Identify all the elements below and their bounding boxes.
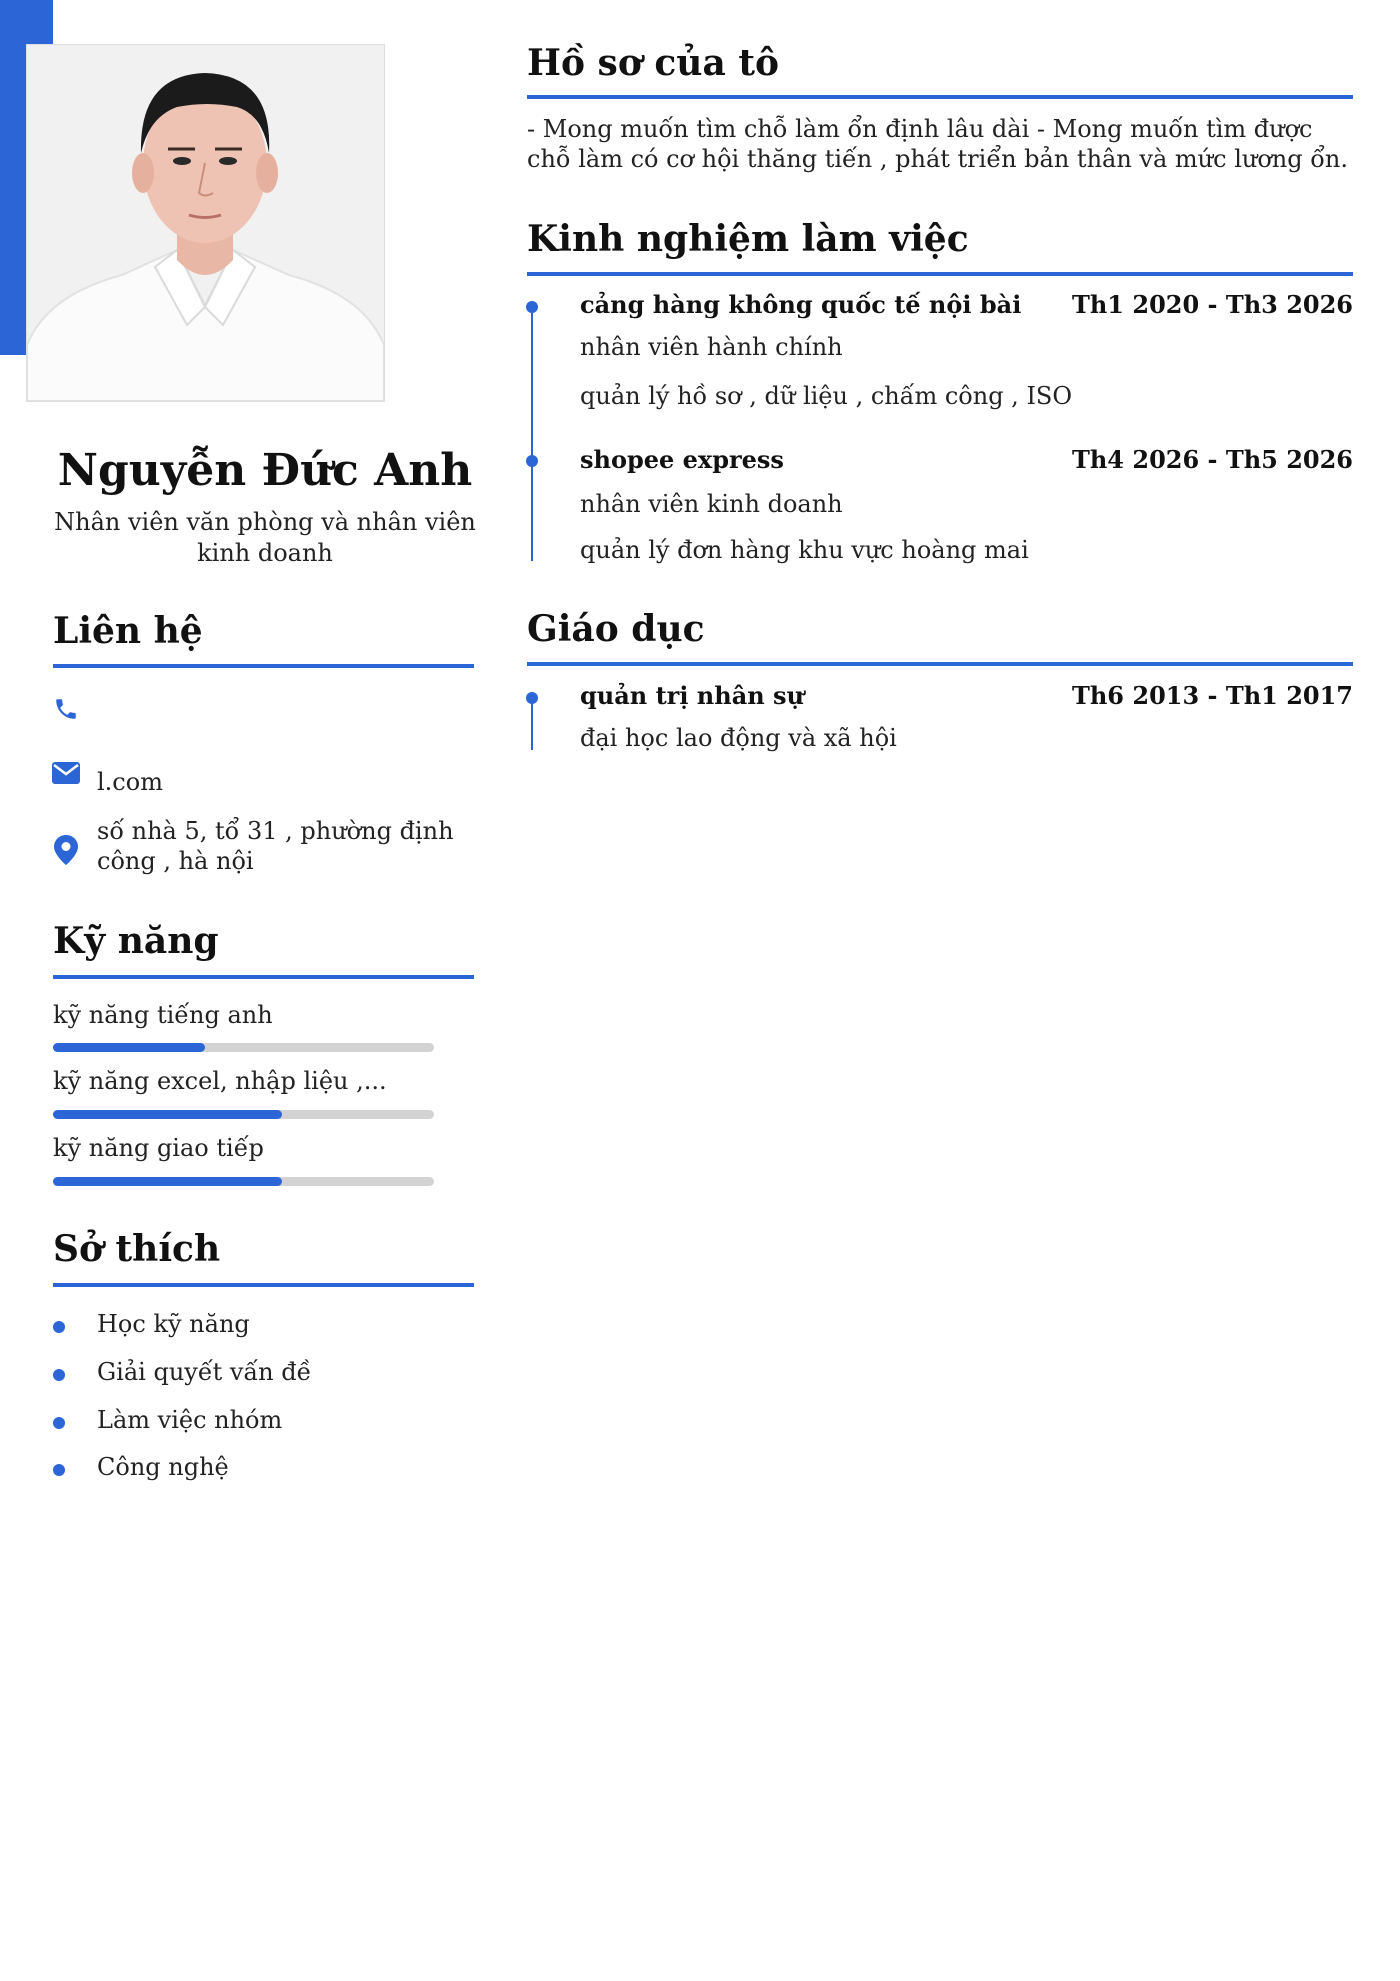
timeline-dot: [526, 301, 538, 313]
experience-role: nhân viên hành chính: [580, 333, 843, 361]
profile-photo: [26, 44, 385, 402]
bullet-dot: [53, 1417, 65, 1429]
experience-rule: [527, 272, 1353, 276]
experience-description: quản lý đơn hàng khu vực hoàng mai: [580, 536, 1029, 564]
skill-bar-track: [53, 1177, 434, 1186]
skill-label: kỹ năng tiếng anh: [53, 1001, 273, 1029]
bullet-dot: [53, 1464, 65, 1476]
experience-company: shopee express: [580, 445, 784, 474]
skill-bar-fill: [53, 1177, 282, 1186]
education-major: quản trị nhân sự: [580, 681, 805, 710]
education-school: đại học lao động và xã hội: [580, 724, 897, 752]
experience-dates: Th1 2020 - Th3 2026: [1072, 290, 1353, 319]
timeline-dot: [526, 692, 538, 704]
education-title: Giáo dục: [527, 608, 705, 650]
hobby-item: Học kỹ năng: [97, 1310, 250, 1338]
experience-company: cảng hàng không quốc tế nội bài: [580, 290, 1022, 319]
contact-title: Liên hệ: [53, 610, 203, 652]
contact-rule: [53, 664, 474, 668]
hobbies-rule: [53, 1283, 474, 1287]
skill-label: kỹ năng giao tiếp: [53, 1134, 264, 1162]
experience-dates: Th4 2026 - Th5 2026: [1072, 445, 1353, 474]
experience-title: Kinh nghiệm làm việc: [527, 218, 969, 260]
job-position: Nhân viên văn phòng và nhân viên kinh doanh: [54, 508, 476, 567]
contact-address: số nhà 5, tổ 31 , phường định công , hà nội: [97, 817, 454, 875]
hobby-item: Giải quyết vấn đề: [97, 1358, 312, 1386]
experience-timeline: [531, 303, 533, 561]
hobby-item: Công nghệ: [97, 1453, 229, 1481]
mail-icon: [52, 762, 80, 788]
experience-role: nhân viên kinh doanh: [580, 490, 843, 518]
phone-icon: [53, 696, 79, 726]
contact-email: l.com: [97, 768, 163, 796]
education-dates: Th6 2013 - Th1 2017: [1072, 681, 1353, 710]
hobbies-title: Sở thích: [53, 1228, 221, 1270]
skill-bar-fill: [53, 1043, 205, 1052]
timeline-dot: [526, 455, 538, 467]
objective-title: Hồ sơ của tô: [527, 42, 779, 84]
bullet-dot: [53, 1369, 65, 1381]
objective-rule: [527, 95, 1353, 99]
hobby-item: Làm việc nhóm: [97, 1406, 283, 1434]
skill-label: kỹ năng excel, nhập liệu ,...: [53, 1067, 387, 1095]
skill-bar-track: [53, 1043, 434, 1052]
education-rule: [527, 662, 1353, 666]
experience-description: quản lý hồ sơ , dữ liệu , chấm công , ISO: [580, 382, 1073, 410]
candidate-name: Nguyễn Đức Anh: [57, 445, 473, 496]
bullet-dot: [53, 1321, 65, 1333]
location-pin-icon: [54, 835, 78, 869]
skills-title: Kỹ năng: [53, 920, 219, 962]
skill-bar-track: [53, 1110, 434, 1119]
objective-text: - Mong muốn tìm chỗ làm ổn định lâu dài - Mong muốn tìm được chỗ làm có cơ hội thăng tiến , phát triển bản thân và mức lương ổn.: [527, 115, 1349, 173]
skill-bar-fill: [53, 1110, 282, 1119]
skills-rule: [53, 975, 474, 979]
